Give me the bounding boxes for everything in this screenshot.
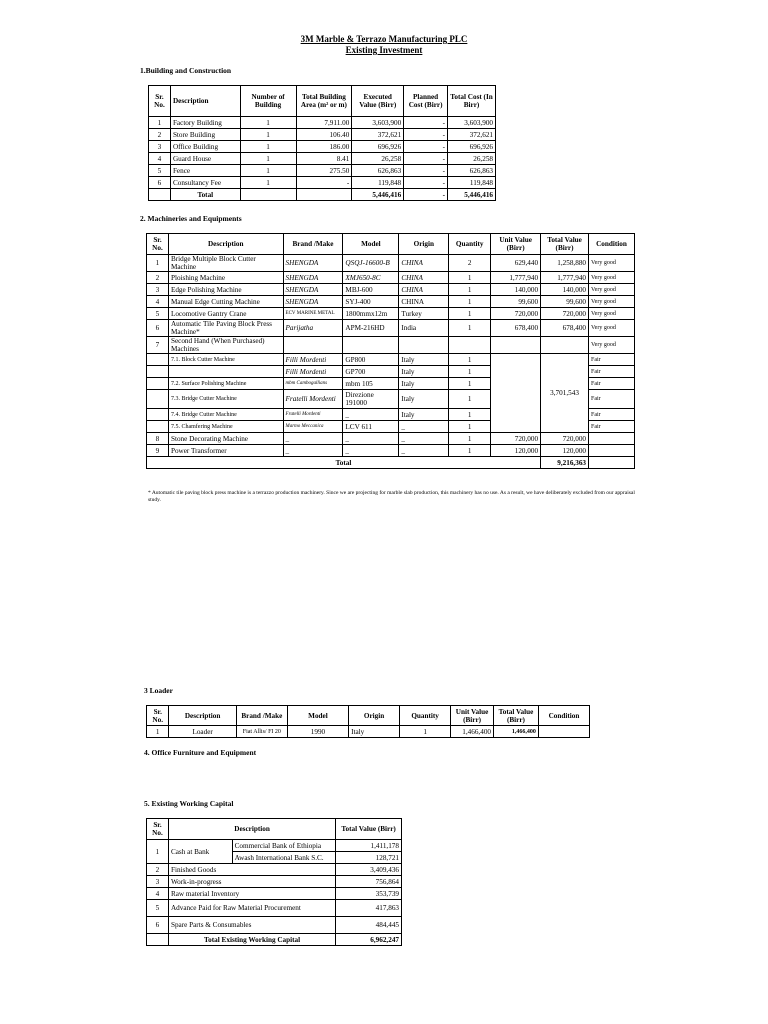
cell: SHENGDA [283,296,343,308]
section-4-title: 4. Office Furniture and Equipment [144,748,257,757]
section-2-title: 2. Machineries and Equipments [140,214,242,223]
cell: Power Transformer [168,445,283,457]
cell: 1 [449,284,491,296]
cell: SHENGDA [283,284,343,296]
table-row [149,117,496,129]
cell [168,366,283,378]
table-body [147,864,402,934]
cell: 140,000 [541,284,589,296]
cell: Fair [589,409,635,421]
cell: _ [399,445,449,457]
loader-table [146,705,590,738]
page-subtitle: Existing Investment [345,45,423,55]
cell: _ [343,445,399,457]
cell: 1 [449,308,491,320]
table-row [147,354,635,366]
col-header: Planned Cost (Birr) [404,86,448,117]
cell: 3,603,900 [352,117,404,129]
table-body [147,255,635,457]
cell [343,337,399,354]
cell: Edge Polishing Machine [168,284,283,296]
cell: 1 [240,141,296,153]
cell: 99,600 [541,296,589,308]
cell: 5 [149,165,171,177]
col-header: Unit Value (Birr) [491,234,541,255]
table-row [147,296,635,308]
cell: Store Building [170,129,240,141]
col-header: Brand /Make [283,234,343,255]
cell: 186.00 [296,141,352,153]
cell: 7.5. Chamfering Machine [168,421,283,433]
company-title: 3M Marble & Terrazo Manufacturing PLC [300,34,468,44]
cell [147,390,169,409]
cell: 275.50 [296,165,352,177]
cell: Awash International Bank S.C. [232,852,336,864]
cell: 6 [147,320,169,337]
col-header: Sr. No. [147,234,169,255]
cell: 696,926 [352,141,404,153]
col-header: Origin [399,234,449,255]
cell: 1 [240,117,296,129]
cell: _ [283,445,343,457]
cell [147,378,169,390]
cell: 1 [240,177,296,189]
cell: 26,258 [448,153,496,165]
cell: Fratelli Mordenti [283,409,343,421]
cell: ECV MARINE METAL [283,308,343,320]
cell: 6,962,247 [336,934,402,946]
cell: QSQJ-16600-B [343,255,399,272]
cell: 1 [449,354,491,366]
table-row [147,876,402,888]
col-header: Total Building Area (m² or m) [296,86,352,117]
cell [240,189,296,201]
cell: Second Hand (When Purchased) Machines [168,337,283,354]
cell: 5,446,416 [352,189,404,201]
table-row [147,320,635,337]
cell: 3,603,900 [448,117,496,129]
cell: 7.3. Bridge Cutter Machine [168,390,283,409]
table-row [149,129,496,141]
machinery-table [146,233,635,469]
col-header: Executed Value (Birr) [352,86,404,117]
cell: 1,777,940 [491,272,541,284]
cell: XMJ650-8C [343,272,399,284]
col-header: Number of Building [240,86,296,117]
col-header: Total Value (Birr) [494,706,539,726]
cell [147,421,169,433]
cell: 26,258 [352,153,404,165]
cell: 1 [449,445,491,457]
col-header: Sr. No. [149,86,171,117]
cell: 119,848 [448,177,496,189]
cell: Factory Building [170,117,240,129]
cell: 9,216,363 [541,457,589,469]
cell: 5 [147,900,169,917]
cell [589,433,635,445]
cell: Office Building [170,141,240,153]
cell: Fratelli Mordenti [283,390,343,409]
cell [147,366,169,378]
cell: Fair [589,390,635,409]
table-row [147,337,635,354]
cell: 7 [147,337,169,354]
cell [147,934,169,946]
section-1-title: 1.Building and Construction [140,66,232,75]
cell: 629,440 [491,255,541,272]
col-header: Condition [538,706,589,726]
cell: 3,701,543 [541,354,589,433]
col-header: Description [168,234,283,255]
cell: 4 [147,888,169,900]
cell: Work-in-progress [168,876,335,888]
table-header-row [147,706,590,726]
cell: 8.41 [296,153,352,165]
col-header: Total Value (Birr) [541,234,589,255]
col-header: Description [170,86,240,117]
cell: Very good [589,320,635,337]
cell: Fair [589,378,635,390]
cell: mbm Cambogallians [283,378,343,390]
cell: 119,848 [352,177,404,189]
cell: 120,000 [541,445,589,457]
cell: 2 [147,864,169,876]
cell: 9 [147,445,169,457]
table-row [147,308,635,320]
cell: Italy [399,409,449,421]
cell: 1 [449,390,491,409]
cell: 1,466,400 [494,726,539,738]
cell [399,337,449,354]
cell: 99,600 [491,296,541,308]
cell: 372,621 [448,129,496,141]
cell: _ [399,421,449,433]
cell: Guard House [170,153,240,165]
cell: Ploishing Machine [168,272,283,284]
cell: 720,000 [491,433,541,445]
cell: 2 [149,129,171,141]
cell: Very good [589,272,635,284]
table-header-row [147,234,635,255]
cell: 1 [449,409,491,421]
cell: Very good [589,284,635,296]
cell: - [404,141,448,153]
table-body [149,117,496,189]
table-row [147,445,635,457]
table-row [147,864,402,876]
cell: 678,400 [491,320,541,337]
cell [541,337,589,354]
cell [149,189,171,201]
cell: Spare Parts & Consumables [168,917,335,934]
cell [449,337,491,354]
cell: - [404,129,448,141]
cell: 120,000 [491,445,541,457]
cell: 3,409,436 [336,864,402,876]
table-row [147,272,635,284]
cell: 128,721 [336,852,402,864]
cell: GP700 [343,366,399,378]
cell: 3 [149,141,171,153]
cell: SYJ-400 [343,296,399,308]
cell: Very good [589,255,635,272]
cell: 1800mmx12m [343,308,399,320]
cell [538,726,589,738]
cell: Very good [589,296,635,308]
cell: 1 [449,320,491,337]
cell: 6 [147,917,169,934]
cell: 720,000 [491,308,541,320]
footnote: * Automatic tile paving block press machine is a terrazzo production machinery. Since we are projecting for marble slab production, this machinery has no use. As a result, we have deliberately excluded from our appraisal study. [148,490,635,503]
col-header: Origin [349,706,400,726]
col-header: Description [169,706,236,726]
cell [283,337,343,354]
table-header-row [149,86,496,117]
table-row [147,917,402,934]
cell: 484,445 [336,917,402,934]
cell: Italy [399,378,449,390]
table-row [147,726,590,738]
col-header: Unit Value (Birr) [451,706,494,726]
section-3-title: 3 Loader [144,686,173,695]
cell: 4 [147,296,169,308]
cell: Total [170,189,240,201]
cell: Automatic Tile Paving Block Press Machine* [168,320,283,337]
table-row [147,840,402,852]
cell: Direzione 191000 [343,390,399,409]
cell: 1 [400,726,451,738]
cell: 1 [240,153,296,165]
cell: 417,863 [336,900,402,917]
col-header: Quantity [449,234,491,255]
cell: MBJ-600 [343,284,399,296]
cell: 1 [240,165,296,177]
cell: Very good [589,337,635,354]
cell: Finished Goods [168,864,335,876]
cell: GP800 [343,354,399,366]
cell: 1 [147,255,169,272]
cell: 1,258,880 [541,255,589,272]
table-row [147,900,402,917]
table-row [149,153,496,165]
col-header: Condition [589,234,635,255]
working-capital-table [146,818,402,946]
cell: CHINA [399,296,449,308]
cell: _ [343,409,399,421]
cell [589,445,635,457]
table-header-row [147,819,402,840]
cell: - [404,153,448,165]
cell: CHINA [399,272,449,284]
col-header: Total Cost (In Birr) [448,86,496,117]
cell: Manual Edge Cutting Machine [168,296,283,308]
cell: 2 [147,272,169,284]
table-row [147,433,635,445]
cell: SHENGDA [283,272,343,284]
cell: 1 [449,421,491,433]
table-row [147,888,402,900]
col-header: Total Value (Birr) [336,819,402,840]
table-row [147,284,635,296]
cell: Fair [589,354,635,366]
cell: - [404,117,448,129]
cell: - [404,165,448,177]
cell: 1 [449,433,491,445]
cell: 7,911.00 [296,117,352,129]
cell: 1 [449,378,491,390]
cell: - [296,177,352,189]
cell [296,189,352,201]
cell: 1 [149,117,171,129]
cell: 756,864 [336,876,402,888]
cell: 7.2. Surface Polishing Machine [168,378,283,390]
cell: 7.4. Bridge Cutter Machine [168,409,283,421]
cell: 5,446,416 [448,189,496,201]
cell: 720,000 [541,308,589,320]
cell: 696,926 [448,141,496,153]
cell: 1 [147,726,169,738]
cell: 1 [449,296,491,308]
cell: 1 [449,272,491,284]
cell: Cash at Bank [168,840,232,864]
cell: Locomotive Gantry Crane [168,308,283,320]
cell: Commercial Bank of Ethiopia [232,840,336,852]
cell: 3 [147,284,169,296]
cell: 106.40 [296,129,352,141]
cell: 678,400 [541,320,589,337]
cell: Consultancy Fee [170,177,240,189]
cell: 4 [149,153,171,165]
col-header: Description [168,819,335,840]
cell: Filli Mordenti [283,354,343,366]
cell: 1 [147,840,169,864]
cell: 5 [147,308,169,320]
cell: 720,000 [541,433,589,445]
table-total-row [149,189,496,201]
cell: 6 [149,177,171,189]
table-row [149,165,496,177]
cell: CHINA [399,255,449,272]
col-header: Sr. No. [147,819,169,840]
table-row [147,255,635,272]
cell: Italy [399,390,449,409]
cell: _ [283,433,343,445]
cell: Fiat Allis/ FI 20 [236,726,287,738]
cell: Raw material Inventory [168,888,335,900]
cell: Italy [399,354,449,366]
cell: Very good [589,308,635,320]
col-header: Model [287,706,348,726]
col-header: Brand /Make [236,706,287,726]
cell [147,354,169,366]
cell: Fence [170,165,240,177]
table-total-row [147,934,402,946]
cell: 626,863 [352,165,404,177]
cell: Total Existing Working Capital [168,934,335,946]
table-row [149,177,496,189]
cell: 140,000 [491,284,541,296]
cell: Fair [589,421,635,433]
cell: 1990 [287,726,348,738]
cell [589,457,635,469]
cell: SHENGDA [283,255,343,272]
cell: 372,621 [352,129,404,141]
cell [491,354,541,433]
col-header: Quantity [400,706,451,726]
col-header: Sr. No. [147,706,169,726]
cell: mbm 105 [343,378,399,390]
cell: Filli Mordenti [283,366,343,378]
cell: LCV 611 [343,421,399,433]
cell: 3 [147,876,169,888]
section-5-title: 5. Existing Working Capital [144,799,234,808]
table-total-row [147,457,635,469]
cell: 7.1. Block Cutter Machine [168,354,283,366]
cell: Parijatha [283,320,343,337]
cell: Stone Decorating Machine [168,433,283,445]
cell: Loader [169,726,236,738]
cell: 1 [449,366,491,378]
cell: - [404,189,448,201]
cell: Advance Paid for Raw Material Procurement [168,900,335,917]
cell: Italy [349,726,400,738]
col-header: Model [343,234,399,255]
cell: _ [343,433,399,445]
cell: India [399,320,449,337]
cell [147,409,169,421]
table-row [149,141,496,153]
cell: 1 [240,129,296,141]
cell: 8 [147,433,169,445]
cell: 1,466,400 [451,726,494,738]
cell: 2 [449,255,491,272]
cell: 1,777,940 [541,272,589,284]
cell: Italy [399,366,449,378]
cell: APM-216HD [343,320,399,337]
cell: Total [147,457,541,469]
cell: Turkey [399,308,449,320]
cell: Bridge Multiple Block Cutter Machine [168,255,283,272]
cell: Fair [589,366,635,378]
cell [491,337,541,354]
cell: _ [399,433,449,445]
cell: 626,863 [448,165,496,177]
cell: 353,739 [336,888,402,900]
cell: - [404,177,448,189]
cell: Marmo Meccanica [283,421,343,433]
building-table [148,85,496,201]
cell: 1,411,178 [336,840,402,852]
cell: CHINA [399,284,449,296]
